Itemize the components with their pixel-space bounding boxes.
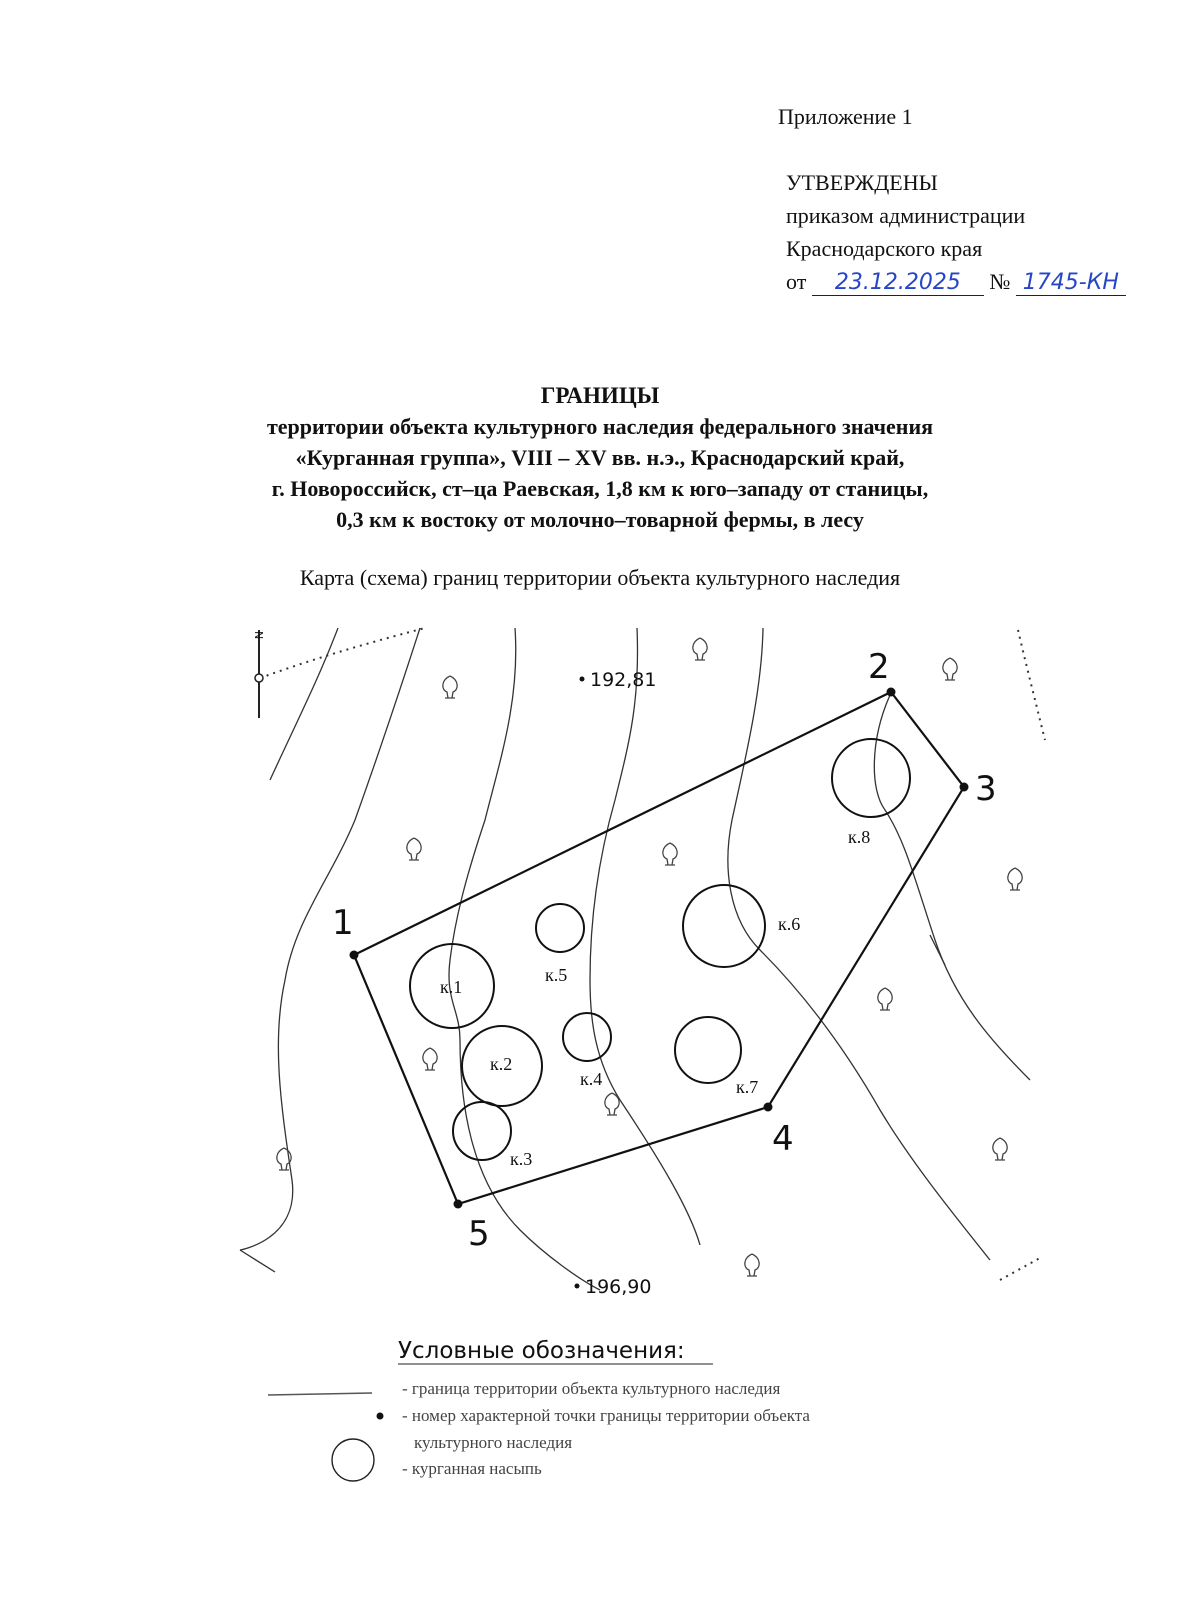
tree-icon: [878, 988, 892, 1010]
kurgan-label-8: к.8: [848, 827, 871, 847]
elevation-marks: [575, 669, 657, 1298]
approved-label: УТВЕРЖДЕНЫ: [786, 170, 938, 195]
kurgan-label-5: к.5: [545, 965, 568, 985]
contour-line: [270, 628, 338, 780]
tree-icon: [745, 1254, 759, 1276]
boundary-point: [764, 1103, 773, 1112]
dotted-line: [1018, 630, 1045, 740]
point-label-1: 1: [332, 903, 354, 943]
kurgan-labels: [440, 827, 870, 1169]
tree-icon: [993, 1138, 1007, 1160]
boundary-point: [350, 951, 359, 960]
legend-item-point-cont: культурного наследия: [414, 1433, 573, 1452]
kurgan-label-1: к.1: [440, 977, 463, 997]
point-icon: [377, 1413, 384, 1420]
kurgan-label-2: к.2: [490, 1054, 513, 1074]
legend-item-kurgan: - курганная насыпь: [402, 1459, 542, 1478]
dotted-line: [260, 628, 425, 678]
legend-title: Условные обозначения:: [398, 1338, 685, 1364]
kurgan-mound: [536, 904, 584, 952]
dotted-line: [1000, 1258, 1040, 1280]
tree-icon: [423, 1048, 437, 1070]
kurgan-circles: [410, 739, 910, 1160]
kurgan-mound: [675, 1017, 741, 1083]
tree-icon: [663, 843, 677, 865]
boundary-point: [960, 783, 969, 792]
point-label-2: 2: [868, 647, 890, 687]
legend-item-point: - номер характерной точки границы территории объекта: [402, 1406, 810, 1425]
date-prefix: от: [786, 269, 807, 294]
tree-icon: [605, 1093, 619, 1115]
appendix-label: Приложение 1: [778, 104, 913, 129]
boundary-point-dots: [350, 688, 969, 1209]
north-arrow: [252, 630, 265, 718]
contour-lines: [240, 628, 1030, 1290]
contour-line: [240, 628, 420, 1250]
tree-icon: [443, 676, 457, 698]
title-line-2: «Курганная группа», VIII – XV вв. н.э., Краснодарский край,: [295, 445, 905, 470]
title-line-3: г. Новороссийск, ст–ца Раевская, 1,8 км к юго–западу от станицы,: [271, 476, 929, 501]
tree-symbols: [277, 638, 1022, 1276]
point-label-5: 5: [468, 1214, 490, 1254]
tree-icon: [943, 658, 957, 680]
number-prefix: №: [989, 269, 1011, 294]
title-line-1: территории объекта культурного наследия федерального значения: [266, 414, 934, 439]
kurgan-label-3: к.3: [510, 1149, 533, 1169]
order-line: приказом администрации: [786, 203, 1026, 228]
tree-icon: [407, 838, 421, 860]
line-icon: [268, 1393, 372, 1395]
title-line-4: 0,3 км к востоку от молочно–товарной фермы, в лесу: [336, 507, 864, 532]
territory-boundary: [354, 692, 964, 1204]
kurgan-mound: [453, 1102, 511, 1160]
number-value: 1745-КН: [1022, 270, 1119, 295]
point-label-3: 3: [975, 769, 997, 809]
map-subtitle: Карта (схема) границ территории объекта культурного наследия: [299, 565, 901, 590]
title-main: ГРАНИЦЫ: [540, 383, 660, 408]
elevation-label: 192,81: [590, 669, 657, 691]
kurgan-label-4: к.4: [580, 1069, 603, 1089]
contour-line: [240, 1250, 275, 1272]
dotted-lines: [260, 628, 1045, 1280]
boundary-point-labels: [332, 647, 997, 1254]
elevation-label: 196,90: [585, 1276, 652, 1298]
boundary-point: [454, 1200, 463, 1209]
kurgan-label-6: к.6: [778, 914, 801, 934]
legend: [268, 1338, 810, 1481]
contour-line: [930, 935, 945, 965]
point-label-4: 4: [772, 1119, 794, 1159]
north-label: N: [252, 631, 265, 640]
legend-item-boundary: - граница территории объекта культурного наследия: [402, 1379, 781, 1398]
kurgan-mound: [832, 739, 910, 817]
tree-icon: [693, 638, 707, 660]
kurgan-label-7: к.7: [736, 1077, 759, 1097]
tree-icon: [1008, 868, 1022, 890]
date-value: 23.12.2025: [834, 270, 961, 295]
contour-line: [874, 695, 1030, 1080]
kurgan-mound: [563, 1013, 611, 1061]
region-line: Краснодарского края: [786, 236, 983, 261]
circle-icon: [332, 1439, 374, 1481]
boundary-point: [887, 688, 896, 697]
contour-line: [449, 628, 603, 1290]
contour-line: [728, 628, 990, 1260]
kurgan-mound: [683, 885, 765, 967]
